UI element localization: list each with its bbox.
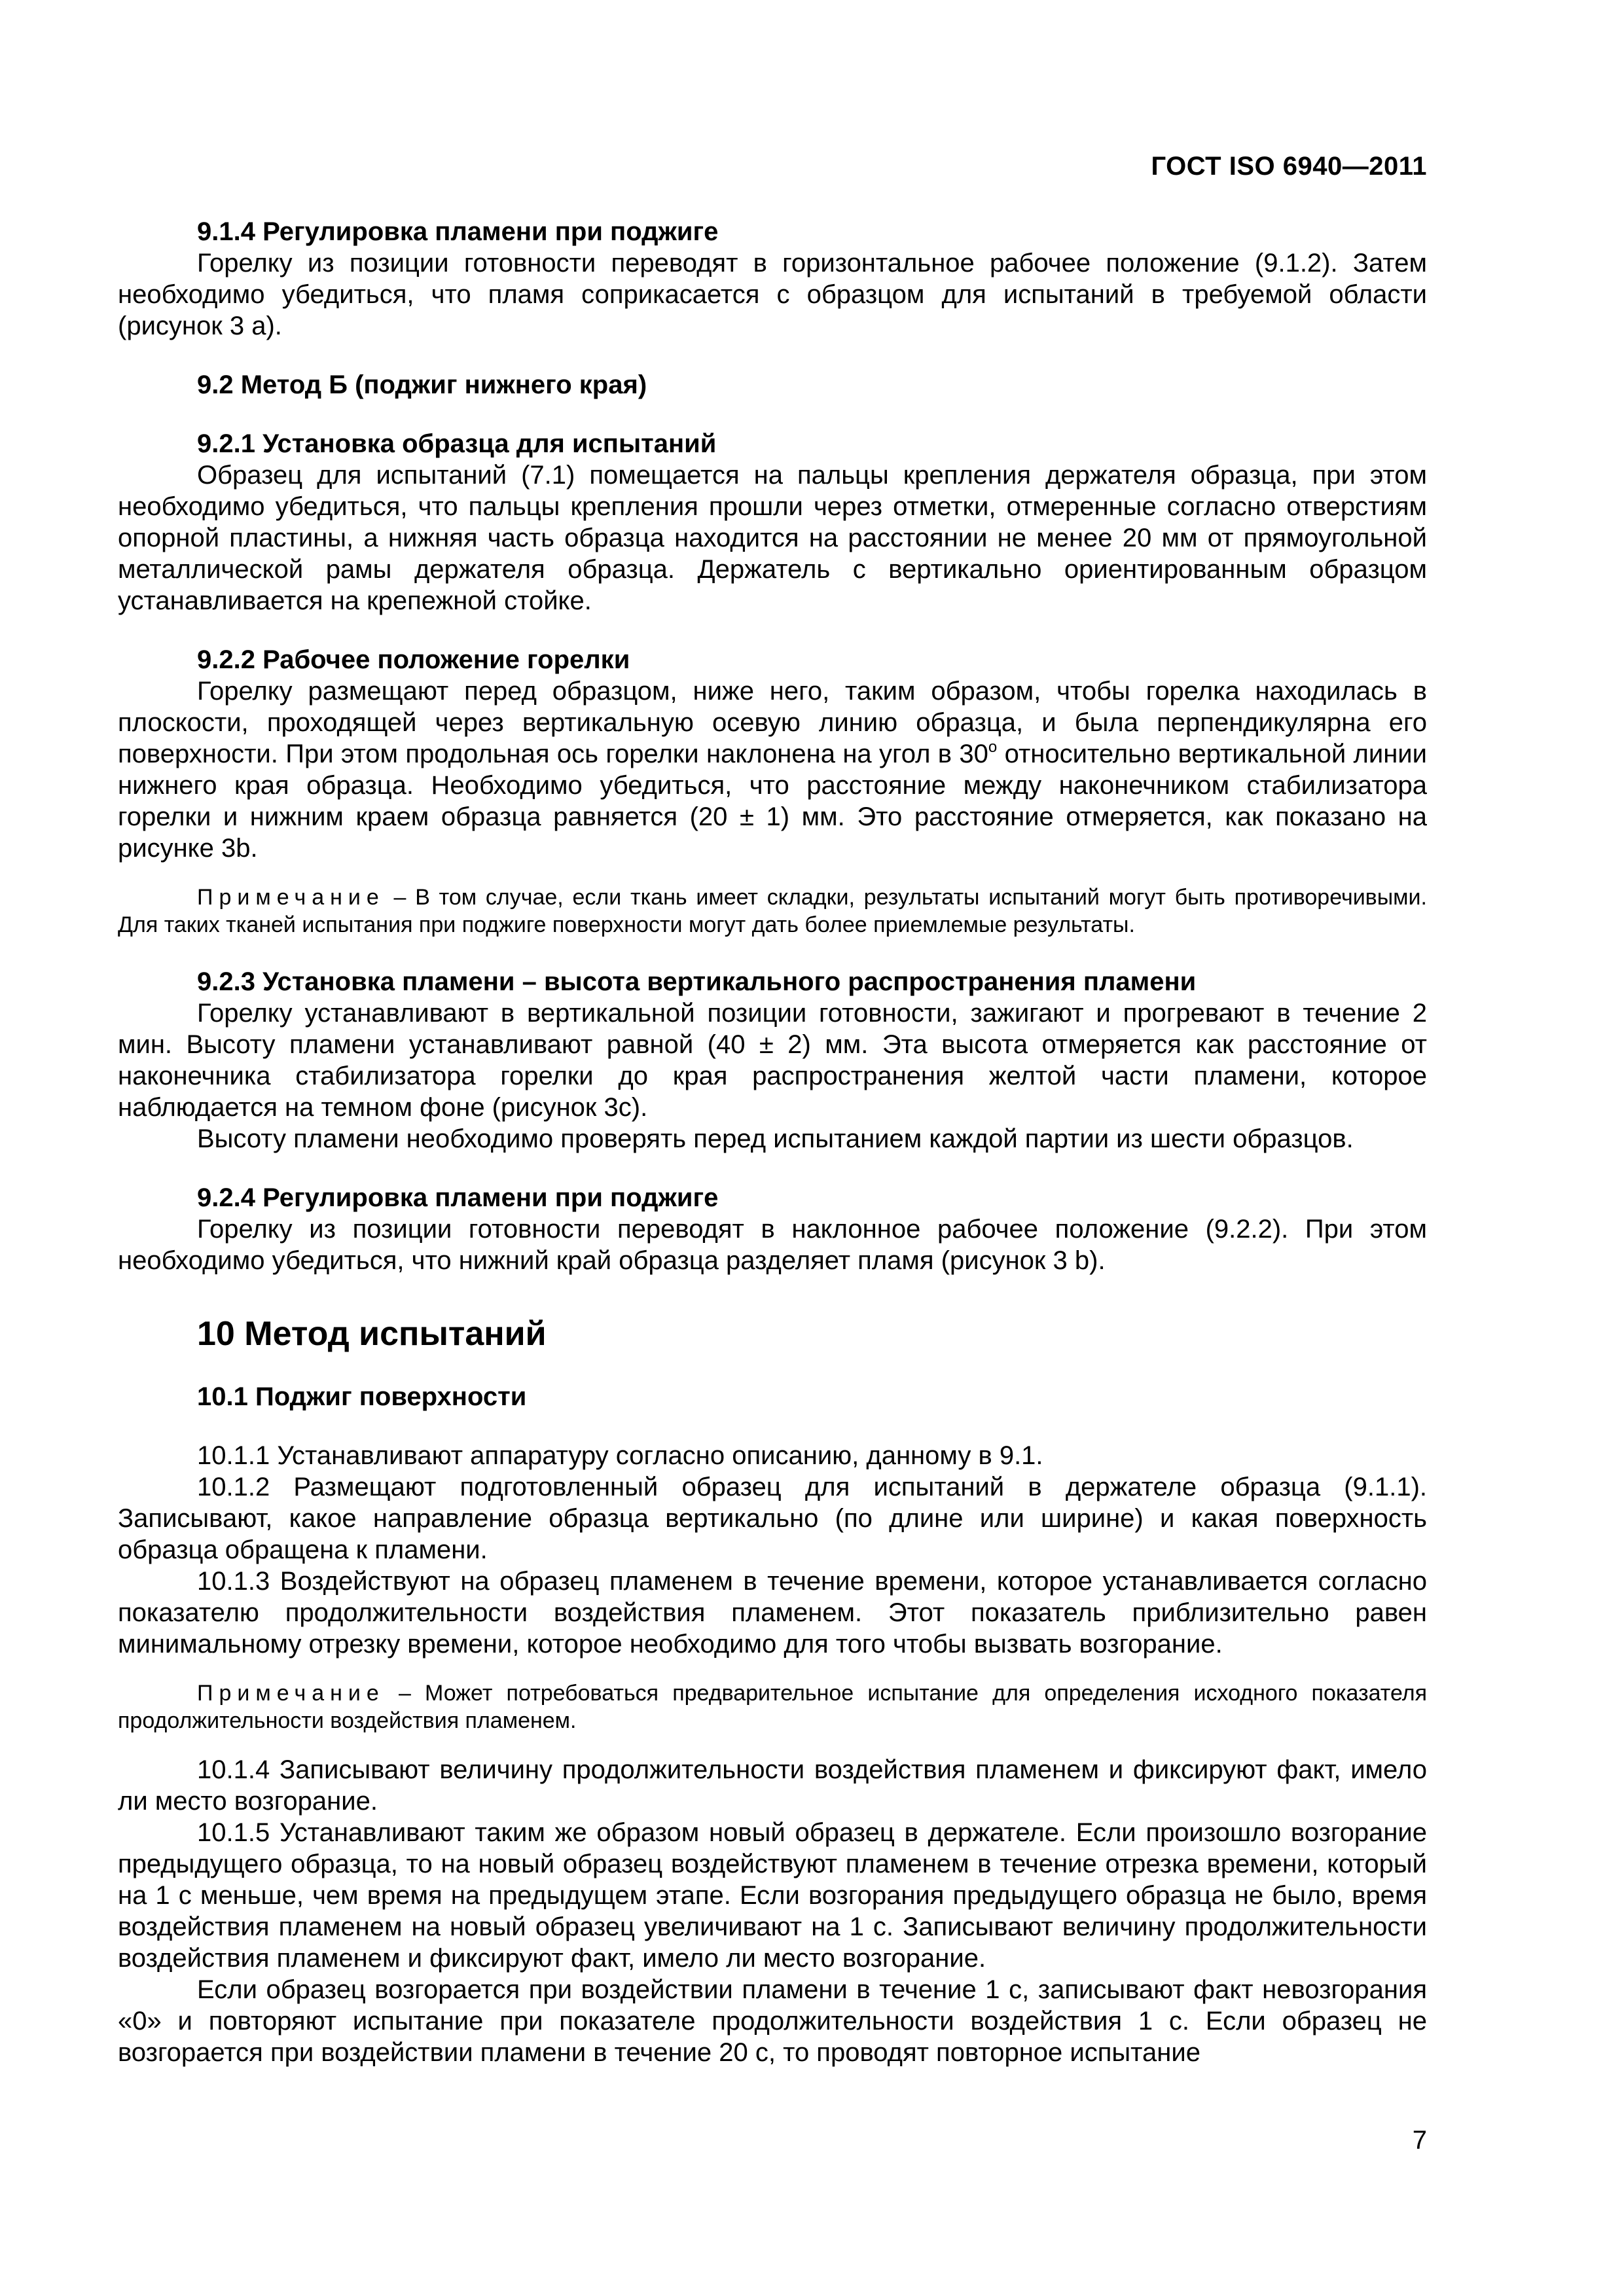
paragraph-9-2-3-a: Горелку устанавливают в вертикальной позиции готовности, зажигают и прогревают в течение 2 мин. Высоту пламени устанавливают равной (40 ± 2) мм. Эта высота отмеряется как расстояние от наконечника стабилизатора горелки до края распространения желтой части пламени, которое наблюдается на темном фоне (рисунок 3с). <box>118 999 1427 1122</box>
subsection-title-9-2-4: 9.2.4 Регулировка пламени при поджиге <box>197 1183 719 1212</box>
paragraph-9-2-2-part-a: Горелку размещают перед образцом, ниже него, таким образом, чтобы горелка находилась в плоскости, проходящей через вертикальную осевую линию образца, и была перпендикулярна его поверхности. При этом продольная ось горелки наклонена на угол в 30 <box>118 677 1427 768</box>
paragraph-9-2-1: Образец для испытаний (7.1) помещается на пальцы крепления держателя образца, при этом необходимо убедиться, что пальцы крепления прошли через отметки, отмеренные согласно отверстиям опорной пластины, а нижняя часть образца находится на расстоянии не менее 20 мм от прямоугольной металлической рамы держателя образца. Держатель с вертикально ориентированным образцом устанавливается на крепежной стойке. <box>118 461 1427 615</box>
paragraph-9-2-2-part-b: относительно вертикальной линии нижнего края образца. Необходимо убедиться, что расстояние между наконечником стабилизатора горелки и нижним краем образца равняется (20 ± 1) мм. Это расстояние отмеряется, как показано на рисунке 3b. <box>118 740 1427 863</box>
note-text: – В том случае, если ткань имеет складки, результаты испытаний могут быть противоречивыми. Для таких тканей испытания при поджиге поверхности могут дать более приемлемые результаты. <box>118 885 1427 937</box>
note-9-2-2 <box>118 884 1427 939</box>
paragraph-10-1-1: 10.1.1 Устанавливают аппаратуру согласно описанию, данному в 9.1. <box>197 1441 1043 1470</box>
section-title-10: 10 Метод испытаний <box>197 1315 547 1353</box>
note-10-1-3 <box>118 1679 1427 1734</box>
paragraph-10-1-4: 10.1.4 Записывают величину продолжительности воздействия пламенем и фиксируют факт, имело ли место возгорание. <box>118 1755 1427 1816</box>
subsection-title-9-2-3: 9.2.3 Установка пламени – высота вертикального распространения пламени <box>197 967 1197 996</box>
degree-mark: о <box>988 738 998 756</box>
paragraph-10-1-5-continued: Если образец возгорается при воздействии пламени в течение 1 с, записывают факт невозгорания «0» и повторяют испытание при показателе продолжительности воздействия 1 с. Если образец не возгорается при воздействии пламени в течение 20 с, то проводят повторное испытание <box>118 1975 1427 2067</box>
note-label: Примечание <box>197 1681 385 1706</box>
paragraph-9-2-3-b: Высоту пламени необходимо проверять перед испытанием каждой партии из шести образцов. <box>197 1124 1354 1153</box>
document-header-standard: ГОСТ ISO 6940—2011 <box>1151 152 1427 181</box>
page-number: 7 <box>1412 2126 1427 2155</box>
document-page <box>118 0 1427 2296</box>
paragraph-9-2-2 <box>118 675 1427 864</box>
note-label: Примечание <box>197 885 385 910</box>
paragraph-9-2-4: Горелку из позиции готовности переводят в наклонное рабочее положение (9.2.2). При этом необходимо убедиться, что нижний край образца разделяет пламя (рисунок 3 b). <box>118 1215 1427 1275</box>
subsection-title-9-2-2: 9.2.2 Рабочее положение горелки <box>197 645 630 674</box>
subsection-title-10-1: 10.1 Поджиг поверхности <box>197 1382 527 1411</box>
paragraph-10-1-5: 10.1.5 Устанавливают таким же образом новый образец в держателе. Если произошло возгорание предыдущего образца, то на новый образец воздействуют пламенем в течение отрезка времени, который на 1 с меньше, чем время на предыдущем этапе. Если возгорания предыдущего образца не было, время воздействия пламенем на новый образец увеличивают на 1 с. Записывают величину продолжительности воздействия пламенем и фиксируют факт, имело ли место возгорание. <box>118 1818 1427 1973</box>
paragraph-10-1-3: 10.1.3 Воздействуют на образец пламенем в течение времени, которое устанавливается согласно показателю продолжительности воздействия пламенем. Этот показатель приблизительно равен минимальному отрезку времени, которое необходимо для того чтобы вызвать возгорание. <box>118 1567 1427 1659</box>
subsection-title-9-2-1: 9.2.1 Установка образца для испытаний <box>197 429 717 458</box>
paragraph-9-1-4: Горелку из позиции готовности переводят в горизонтальное рабочее положение (9.1.2). Затем необходимо убедиться, что пламя соприкасается с образцом для испытаний в требуемой области (рисунок 3 а). <box>118 249 1427 340</box>
section-title-9-2: 9.2 Метод Б (поджиг нижнего края) <box>197 370 647 399</box>
paragraph-10-1-2: 10.1.2 Размещают подготовленный образец для испытаний в держателе образца (9.1.1). Записывают, какое направление образца вертикально (по длине или ширине) и какая поверхность образца обращена к пламени. <box>118 1473 1427 1564</box>
subsection-title-9-1-4: 9.1.4 Регулировка пламени при поджиге <box>197 217 719 246</box>
note-text: – Может потребоваться предварительное испытание для определения исходного показателя продолжительности воздействия пламенем. <box>118 1681 1427 1733</box>
document-body <box>118 216 1427 2068</box>
